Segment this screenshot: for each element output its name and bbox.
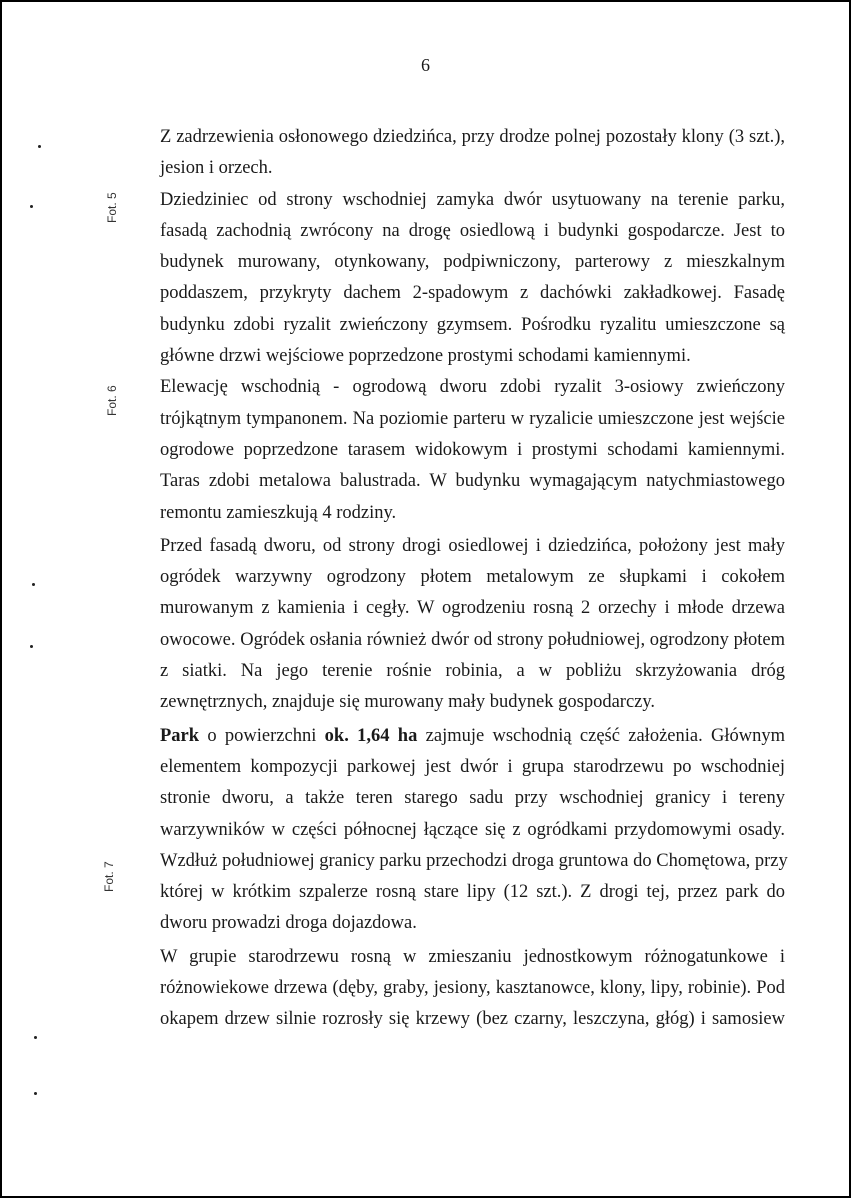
scan-speck <box>32 583 35 586</box>
scan-speck <box>34 1092 37 1095</box>
paragraph <box>160 122 785 185</box>
park-term: Park <box>160 725 200 746</box>
margin-note-photo-7: Fot. 7 <box>102 861 116 892</box>
scan-speck <box>34 1036 37 1039</box>
text-line: dworu prowadzi droga dojazdowa. <box>160 913 417 934</box>
text-line: ogródek warzywny ogrodzony płotem metalowym ze słupkami i cokołem <box>160 567 785 588</box>
text-line: Z zadrzewienia osłonowego dziedzińca, przy drodze polnej pozostały klony (3 szt.), <box>160 127 785 147</box>
text-line: stronie dworu, a także teren starego sadu przy wschodniej granicy i tereny <box>160 788 785 809</box>
text-line: fasadą zachodnią zwrócony na drogę osiedlową i budynki gospodarcze. Jest to <box>160 220 785 241</box>
text-line: Dziedziniec od strony wschodniej zamyka dwór usytuowany na terenie parku, <box>160 189 785 210</box>
scan-speck <box>30 645 33 648</box>
text-span: o powierzchni <box>199 725 325 746</box>
text-line: główne drzwi wejściowe poprzedzone prostymi schodami kamiennymi. <box>160 346 691 367</box>
text-line: poddaszem, przykryty dachem 2-spadowym z dachówki zakładkowej. Fasadę <box>160 283 785 304</box>
margin-note-photo-6: Fot. 6 <box>105 385 119 416</box>
paragraph <box>160 531 785 719</box>
text-line: murowanym z kamienia i cegły. W ogrodzeniu rosną 2 orzechy i młode drzewa <box>160 598 785 619</box>
text-line: W grupie starodrzewu rosną w zmieszaniu jednostkowym różnogatunkowe i <box>160 946 785 967</box>
text-line: której w krótkim szpalerze rosną stare lipy (12 szt.). Z drogi tej, przez park do <box>160 882 785 903</box>
paragraph <box>160 721 788 940</box>
text-line: Przed fasadą dworu, od strony drogi osiedlowej i dziedzińca, położony jest mały <box>160 535 785 556</box>
text-line <box>160 721 785 752</box>
paragraph <box>160 185 785 373</box>
text-line: Wzdłuż południowej granicy parku przechodzi droga gruntowa do Chomętowa, przy <box>160 850 788 871</box>
text-line: jesion i orzech. <box>160 158 273 179</box>
paragraph <box>160 372 785 528</box>
document-body <box>160 122 788 1036</box>
text-line: ogrodowe poprzedzone tarasem widokowym i prostymi schodami kamiennymi. <box>160 439 785 460</box>
page-border-left <box>0 0 2 1198</box>
text-line: budynek murowany, otynkowany, podpiwniczony, parterowy z mieszkalnym <box>160 252 785 273</box>
text-line: owocowe. Ogródek osłania również dwór od strony południowej, ogrodzony płotem <box>160 629 785 650</box>
text-line: Elewację wschodnią - ogrodową dworu zdobi ryzalit 3-osiowy zwieńczony <box>160 377 785 398</box>
margin-note-photo-5: Fot. 5 <box>105 192 119 223</box>
text-line: z siatki. Na jego terenie rośnie robinia, a w pobliżu skrzyżowania dróg <box>160 661 785 682</box>
text-line: remontu zamieszkują 4 rodziny. <box>160 502 397 523</box>
text-line: warzywników w części północnej łączące się z ogródkami przydomowymi osady. <box>160 819 785 840</box>
text-line: elementem kompozycji parkowej jest dwór i grupa starodrzewu po wschodniej <box>160 756 785 777</box>
text-line: trójkątnym tympanonem. Na poziomie parteru w ryzalicie umieszczone jest wejście <box>160 408 785 429</box>
text-line: Taras zdobi metalowa balustrada. W budynku wymagającym natychmiastowego <box>160 471 785 492</box>
text-line: różnowiekowe drzewa (dęby, graby, jesiony, kasztanowce, klony, lipy, robinie). Pod <box>160 978 785 999</box>
scan-speck <box>30 205 33 208</box>
park-area: ok. 1,64 ha <box>324 725 418 746</box>
page-border-top <box>0 0 851 2</box>
text-line: zewnętrznych, znajduje się murowany mały budynek gospodarczy. <box>160 692 656 713</box>
text-line: budynku zdobi ryzalit zwieńczony gzymsem. Pośrodku ryzalitu umieszczone są <box>160 314 785 335</box>
paragraph <box>160 942 785 1036</box>
scan-speck <box>38 145 41 148</box>
page-number: 6 <box>421 55 430 75</box>
text-line: okapem drzew silnie rozrosły się krzewy (bez czarny, leszczyna, głóg) i samosiew <box>160 1009 785 1030</box>
text-span: zajmuje wschodnią część założenia. Głównym <box>417 725 786 746</box>
